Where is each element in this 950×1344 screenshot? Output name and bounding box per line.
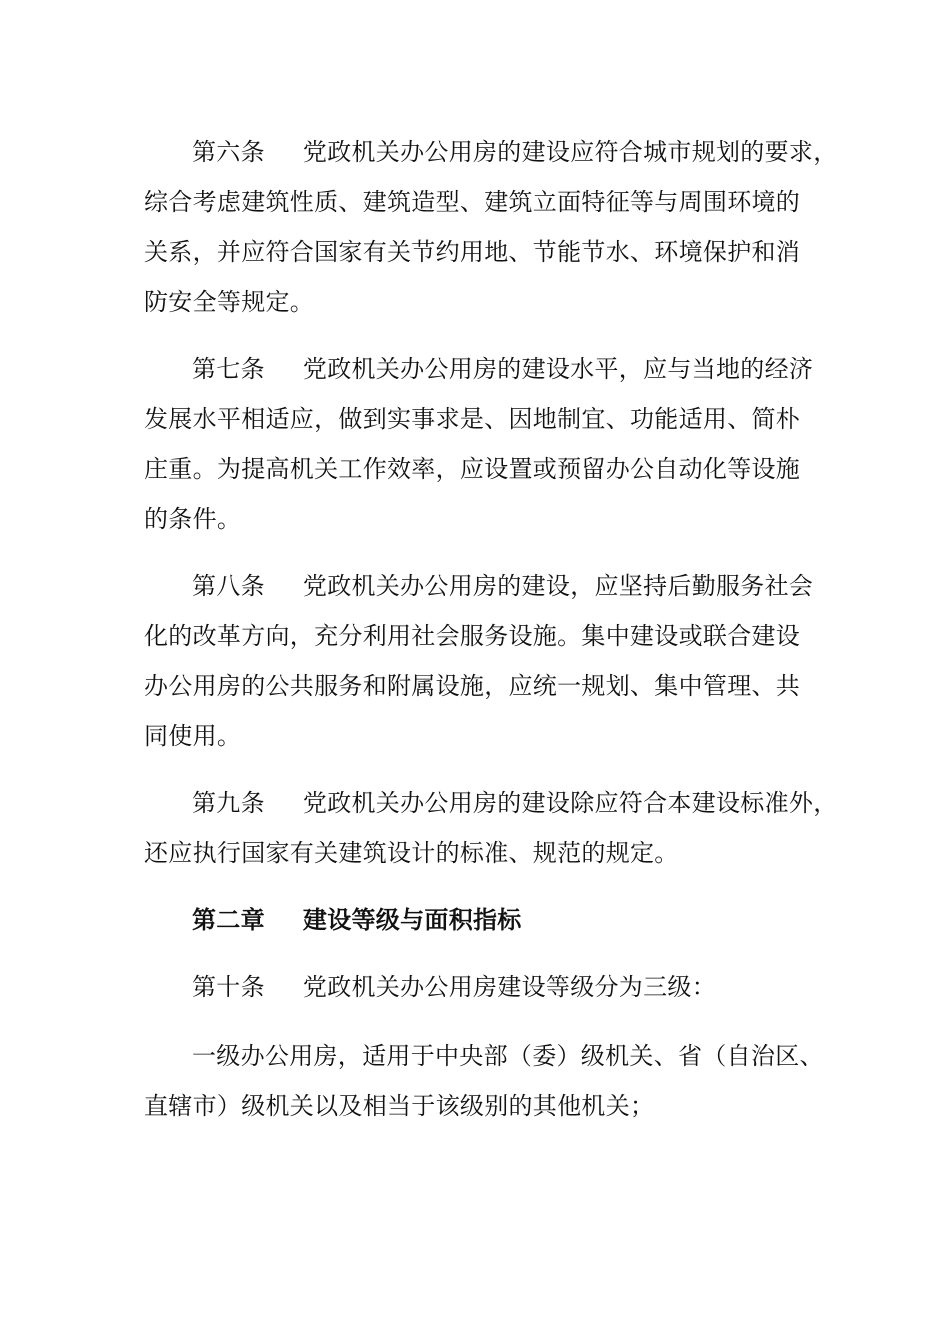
article-text-line: 同使用。 [144, 722, 242, 750]
article-text-line: 的条件。 [144, 505, 242, 533]
chapter-heading [144, 895, 824, 945]
article-text-line: 党政机关办公用房建设等级分为三级： [302, 973, 717, 1001]
article-text-line: 综合考虑建筑性质、建筑造型、建筑立面特征等与周围环境的 [144, 188, 801, 216]
article-10 [144, 962, 824, 1012]
article-label: 第七条 [192, 355, 265, 383]
article-6 [144, 127, 838, 327]
article-text-line: 庄重。为提高机关工作效率，应设置或预留办公自动化等设施 [144, 455, 801, 483]
article-7 [144, 344, 824, 544]
article-text-line: 党政机关办公用房的建设除应符合本建设标准外， [302, 789, 838, 817]
article-text-line: 化的改革方向，充分利用社会服务设施。集中建设或联合建设 [144, 622, 801, 650]
article-text-line: 一级办公用房，适用于中央部（委）级机关、省（自治区、 [192, 1042, 824, 1070]
article-text-line: 关系，并应符合国家有关节约用地、节能节水、环境保护和消 [144, 238, 801, 266]
article-text-line: 党政机关办公用房的建设应符合城市规划的要求， [302, 138, 838, 166]
article-label: 第十条 [192, 973, 265, 1001]
article-8 [144, 561, 824, 761]
article-label: 第九条 [192, 789, 265, 817]
chapter-label: 第二章 [192, 906, 265, 934]
chapter-title: 建设等级与面积指标 [302, 906, 522, 934]
article-text-line: 党政机关办公用房的建设，应坚持后勤服务社会 [302, 572, 814, 600]
article-label: 第八条 [192, 572, 265, 600]
article-label: 第六条 [192, 138, 265, 166]
article-text-line: 发展水平相适应，做到实事求是、因地制宜、功能适用、简朴 [144, 405, 801, 433]
article-9 [144, 778, 838, 878]
article-text-line: 还应执行国家有关建筑设计的标准、规范的规定。 [144, 839, 679, 867]
article-text-line: 办公用房的公共服务和附属设施，应统一规划、集中管理、共 [144, 672, 801, 700]
article-text-line: 直辖市）级机关以及相当于该级别的其他机关； [144, 1092, 655, 1120]
article-text-line: 党政机关办公用房的建设水平，应与当地的经济 [302, 355, 814, 383]
article-text-line: 防安全等规定。 [144, 288, 315, 316]
level-one-paragraph [144, 1031, 824, 1131]
